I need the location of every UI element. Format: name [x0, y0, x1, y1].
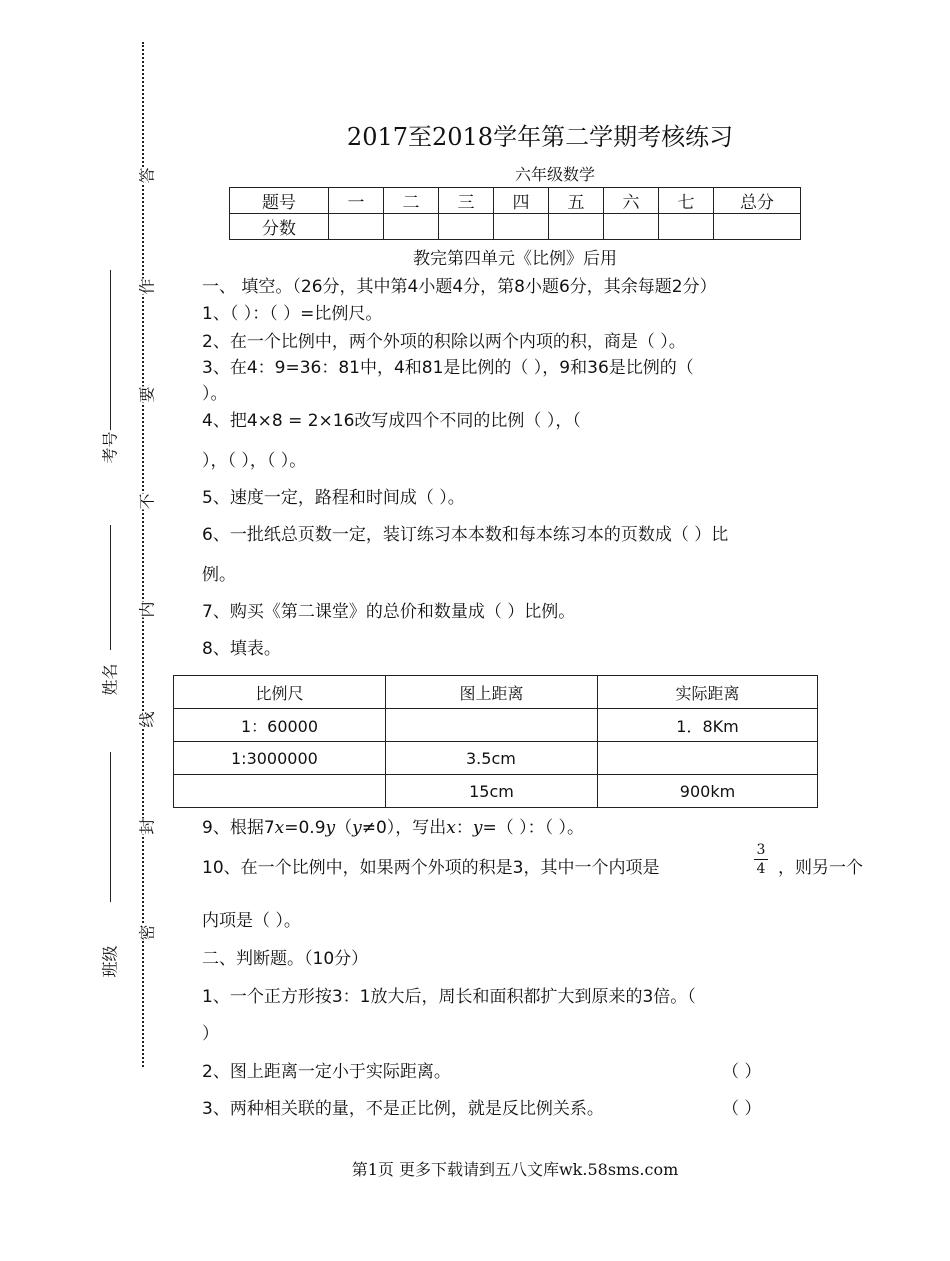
section1-heading: 一、 填空。（26分，其中第4小题4分，第8小题6分，其余每题2分） — [202, 277, 717, 297]
score-cell-label: 题号 — [230, 188, 329, 214]
question-1-9 — [202, 813, 584, 838]
score-input-cell[interactable] — [494, 214, 549, 240]
section2-heading: 二、判断题。（10分） — [202, 949, 369, 969]
question-2-1-cont: ） — [202, 1024, 219, 1044]
q9-var-y: y — [472, 818, 483, 838]
question-1-8: 8、填表。 — [202, 639, 281, 659]
score-table — [229, 187, 801, 240]
answer-paren-2-2[interactable]: （ ） — [722, 1062, 762, 1082]
seal-char-feng: 封 — [135, 818, 158, 834]
q9-var-y: y — [325, 818, 336, 838]
class-line[interactable] — [110, 752, 111, 902]
question-1-4: 4、把4×8 = 2×16改写成四个不同的比例（ ），（ — [202, 411, 581, 431]
table-row — [174, 742, 818, 775]
score-cell: 一 — [329, 188, 384, 214]
score-input-cell[interactable] — [384, 214, 439, 240]
score-cell: 三 — [439, 188, 494, 214]
score-table-header-row — [230, 188, 801, 214]
question-1-2: 2、在一个比例中，两个外项的积除以两个内项的积，商是（ ）。 — [202, 332, 686, 352]
exam-number-line[interactable] — [110, 270, 111, 430]
q9-var-y: y — [352, 818, 362, 838]
question-1-1: 1、（ ）：（ ）=比例尺。 — [202, 304, 383, 324]
seal-char-mi: 密 — [135, 924, 158, 940]
fill-table-cell: 1．8Km — [598, 709, 818, 742]
fill-table-cell: 1：60000 — [174, 709, 386, 742]
q9-part: （ — [335, 818, 353, 838]
fill-table-header: 图上距离 — [386, 676, 598, 709]
table-row — [174, 775, 818, 808]
question-2-2: 2、图上距离一定小于实际距离。 — [202, 1062, 451, 1082]
q9-var-x: x — [446, 818, 456, 838]
fill-table-blank[interactable] — [386, 709, 598, 742]
fraction-denominator: 4 — [756, 861, 766, 877]
score-input-cell[interactable] — [604, 214, 659, 240]
page-footer: 第1页 更多下载请到五八文库wk.58sms.com — [351, 1160, 679, 1179]
page-title: 2017至2018学年第二学期考核练习 — [346, 123, 734, 151]
fraction-numerator: 3 — [756, 842, 766, 858]
subtitle: 六年级数学 — [514, 165, 595, 184]
q9-part: ： — [455, 818, 473, 838]
score-input-cell[interactable] — [439, 214, 494, 240]
question-1-10: 10、在一个比例中，如果两个外项的积是3，其中一个内项是 — [202, 858, 660, 878]
fill-table-header: 比例尺 — [174, 676, 386, 709]
answer-paren-2-3[interactable]: （ ） — [722, 1099, 762, 1119]
fill-table-cell: 900km — [598, 775, 818, 808]
score-cell: 七 — [659, 188, 714, 214]
question-1-7: 7、购买《第二课堂》的总价和数量成（ ）比例。 — [202, 602, 576, 622]
question-1-10-cont: 内项是（ ）。 — [202, 911, 301, 931]
fraction-three-quarters — [752, 842, 770, 877]
question-2-3: 3、两种相关联的量，不是正比例，就是反比例关系。 — [202, 1099, 604, 1119]
fill-table-header: 实际距离 — [598, 676, 818, 709]
score-cell: 六 — [604, 188, 659, 214]
q9-var-x: x — [274, 818, 285, 838]
score-input-cell[interactable] — [549, 214, 604, 240]
seal-char-da: 答 — [135, 167, 158, 183]
score-cell-total: 总分 — [714, 188, 801, 214]
question-2-1: 1、一个正方形按3：1放大后，周长和面积都扩大到原来的3倍。（ — [202, 987, 696, 1007]
table-row — [174, 709, 818, 742]
fill-table-blank[interactable] — [598, 742, 818, 775]
question-1-3: 3、在4：9=36：81中，4和81是比例的（ ），9和36是比例的（ — [202, 358, 694, 378]
q9-part: 9、根据7 — [202, 818, 275, 838]
q9-part: =0.9 — [284, 818, 326, 838]
seal-char-nei: 内 — [135, 601, 158, 617]
seal-dotted-line-left — [142, 42, 144, 1067]
exam-number-label: 考号 — [100, 431, 120, 464]
score-input-cell[interactable] — [714, 214, 801, 240]
question-1-3-cont: ）。 — [202, 384, 228, 404]
question-1-4-cont: ），（ ），（ ）。 — [202, 451, 307, 471]
question-1-6: 6、一批纸总页数一定，装订练习本本数和每本练习本的页数成（ ）比 — [202, 525, 729, 545]
fill-table-cell: 1:3000000 — [174, 742, 386, 775]
scale-fill-table — [173, 675, 818, 808]
score-cell: 四 — [494, 188, 549, 214]
score-row-label: 分数 — [230, 214, 329, 240]
seal-char-yao: 要 — [135, 386, 158, 402]
fill-table-cell: 15cm — [386, 775, 598, 808]
question-1-10-tail: ，则另一个 — [778, 858, 863, 878]
score-cell: 五 — [549, 188, 604, 214]
score-cell: 二 — [384, 188, 439, 214]
score-input-cell[interactable] — [329, 214, 384, 240]
seal-char-zuo: 作 — [135, 278, 158, 294]
name-line[interactable] — [110, 525, 111, 650]
question-1-6-cont: 例。 — [202, 565, 236, 585]
fill-table-header-row — [174, 676, 818, 709]
score-input-cell[interactable] — [659, 214, 714, 240]
fraction-bar — [754, 859, 768, 860]
seal-char-bu: 不 — [135, 493, 158, 509]
fill-table-blank[interactable] — [174, 775, 386, 808]
name-label: 姓名 — [100, 663, 120, 696]
q9-part: =（ ）：（ ）。 — [482, 818, 585, 838]
class-label: 班级 — [100, 945, 120, 978]
q9-part: ≠0），写出 — [361, 818, 447, 838]
unit-note: 教完第四单元《比例》后用 — [413, 249, 617, 269]
fill-table-cell: 3.5cm — [386, 742, 598, 775]
score-table-value-row — [230, 214, 801, 240]
question-1-5: 5、速度一定，路程和时间成（ ）。 — [202, 488, 465, 508]
seal-char-xian: 线 — [135, 711, 158, 727]
